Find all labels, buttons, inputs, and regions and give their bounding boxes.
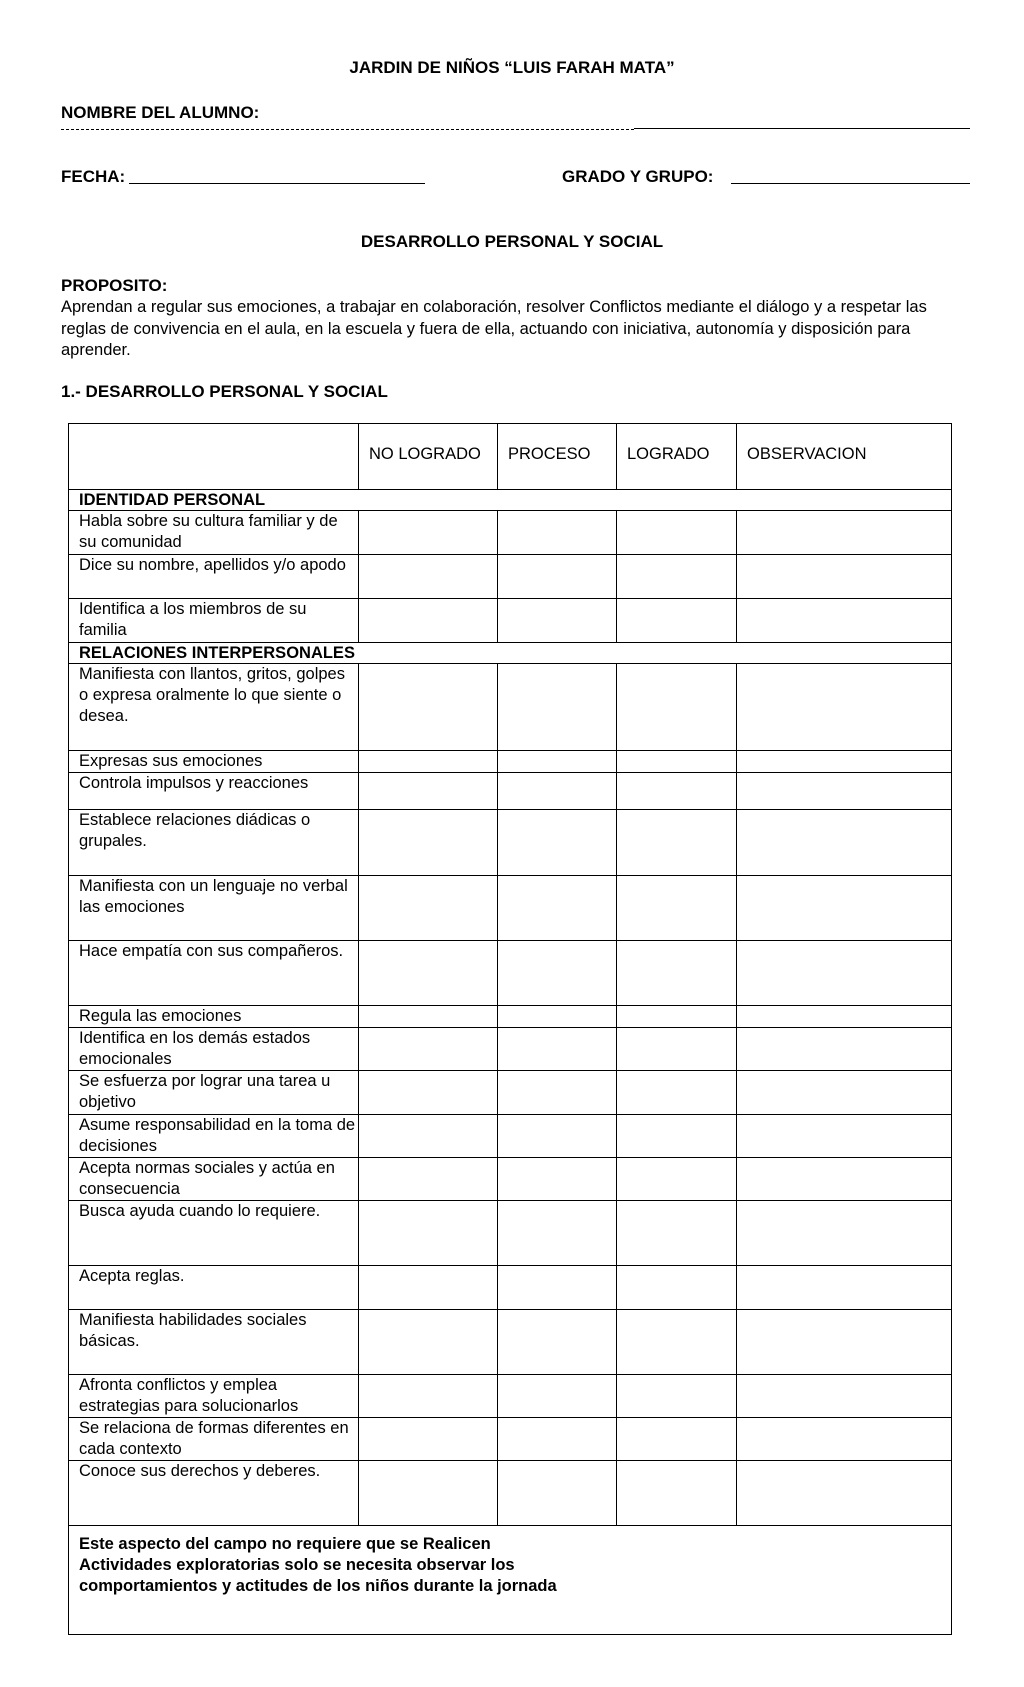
subsection-title: 1.- DESARROLLO PERSONAL Y SOCIAL — [61, 382, 388, 401]
evaluation-table — [68, 423, 952, 1635]
column-header-no-logrado: NO LOGRADO — [359, 424, 498, 490]
proceso-cell[interactable] — [498, 1201, 617, 1266]
observacion-cell[interactable] — [737, 941, 952, 1006]
proceso-cell[interactable] — [498, 1310, 617, 1375]
row-label: Acepta reglas. — [69, 1266, 359, 1310]
observacion-cell[interactable] — [737, 876, 952, 941]
row-label: Habla sobre su cultura familiar y de su comunidad — [69, 511, 359, 555]
no-logrado-cell[interactable] — [359, 1071, 498, 1115]
category-row — [69, 490, 952, 511]
row-label: Se relaciona de formas diferentes en cada contexto — [69, 1418, 359, 1461]
logrado-cell[interactable] — [617, 1158, 737, 1201]
observacion-cell[interactable] — [737, 1310, 952, 1375]
row-label: Establece relaciones diádicas o grupales. — [69, 810, 359, 876]
logrado-cell[interactable] — [617, 773, 737, 810]
proceso-cell[interactable] — [498, 751, 617, 773]
logrado-cell[interactable] — [617, 1266, 737, 1310]
table-row — [69, 941, 952, 1006]
no-logrado-cell[interactable] — [359, 1418, 498, 1461]
student-name-line-dashed — [61, 129, 634, 130]
no-logrado-cell[interactable] — [359, 1115, 498, 1158]
proceso-cell[interactable] — [498, 664, 617, 751]
table-row — [69, 1375, 952, 1418]
no-logrado-cell[interactable] — [359, 941, 498, 1006]
row-label: Se esfuerza por lograr una tarea u objetivo — [69, 1071, 359, 1115]
row-label: Regula las emociones — [69, 1006, 359, 1028]
logrado-cell[interactable] — [617, 876, 737, 941]
logrado-cell[interactable] — [617, 1461, 737, 1526]
proceso-cell[interactable] — [498, 1158, 617, 1201]
logrado-cell[interactable] — [617, 1115, 737, 1158]
logrado-cell[interactable] — [617, 1310, 737, 1375]
student-name-label: NOMBRE DEL ALUMNO: — [61, 103, 260, 122]
table-row — [69, 1115, 952, 1158]
category-relaciones-interpersonales: RELACIONES INTERPERSONALES — [69, 643, 952, 664]
purpose-text: Aprendan a regular sus emociones, a trabajar en colaboración, resolver Conflictos mediante el diálogo y a respetar las reglas de convivencia en el aula, en la escuela y fuera de ella, actuando con iniciativa, autonomía y disposición para aprender. — [61, 298, 927, 359]
logrado-cell[interactable] — [617, 599, 737, 643]
row-label: Controla impulsos y reacciones — [69, 773, 359, 810]
no-logrado-cell[interactable] — [359, 664, 498, 751]
table-row — [69, 810, 952, 876]
row-label: Asume responsabilidad en la toma de decisiones — [69, 1115, 359, 1158]
row-label: Manifiesta con llantos, gritos, golpes o expresa oralmente lo que siente o desea. — [69, 664, 359, 751]
observacion-cell[interactable] — [737, 773, 952, 810]
observacion-cell[interactable] — [737, 1115, 952, 1158]
proceso-cell[interactable] — [498, 599, 617, 643]
no-logrado-cell[interactable] — [359, 1310, 498, 1375]
table-row — [69, 773, 952, 810]
purpose-label: PROPOSITO: — [61, 276, 168, 295]
table-row — [69, 1418, 952, 1461]
observacion-cell[interactable] — [737, 751, 952, 773]
observacion-cell[interactable] — [737, 1201, 952, 1266]
row-label: Hace empatía con sus compañeros. — [69, 941, 359, 1006]
logrado-cell[interactable] — [617, 941, 737, 1006]
category-identidad-personal: IDENTIDAD PERSONAL — [69, 490, 952, 511]
row-label: Dice su nombre, apellidos y/o apodo — [69, 555, 359, 599]
observacion-cell[interactable] — [737, 1418, 952, 1461]
proceso-cell[interactable] — [498, 1028, 617, 1071]
proceso-cell[interactable] — [498, 941, 617, 1006]
note-row — [69, 1526, 952, 1635]
column-header-item — [69, 424, 359, 490]
no-logrado-cell[interactable] — [359, 1158, 498, 1201]
observacion-cell[interactable] — [737, 555, 952, 599]
table-row — [69, 511, 952, 555]
column-header-observacion: OBSERVACION — [737, 424, 952, 490]
proceso-cell[interactable] — [498, 810, 617, 876]
table-row — [69, 1028, 952, 1071]
logrado-cell[interactable] — [617, 1201, 737, 1266]
no-logrado-cell[interactable] — [359, 876, 498, 941]
table-row — [69, 555, 952, 599]
observacion-cell[interactable] — [737, 810, 952, 876]
grade-group-label: GRADO Y GRUPO: — [562, 167, 714, 186]
proceso-cell[interactable] — [498, 1115, 617, 1158]
no-logrado-cell[interactable] — [359, 751, 498, 773]
observacion-cell[interactable] — [737, 511, 952, 555]
logrado-cell[interactable] — [617, 555, 737, 599]
observacion-cell[interactable] — [737, 1375, 952, 1418]
row-label: Expresas sus emociones — [69, 751, 359, 773]
table-row — [69, 599, 952, 643]
category-row — [69, 643, 952, 664]
date-label: FECHA: — [61, 167, 126, 186]
proceso-cell[interactable] — [498, 1266, 617, 1310]
no-logrado-cell[interactable] — [359, 810, 498, 876]
observacion-cell[interactable] — [737, 1158, 952, 1201]
proceso-cell[interactable] — [498, 1461, 617, 1526]
proceso-cell[interactable] — [498, 1071, 617, 1115]
row-label: Manifiesta con un lenguaje no verbal las emociones — [69, 876, 359, 941]
proceso-cell[interactable] — [498, 511, 617, 555]
note-text: Este aspecto del campo no requiere que se Realicen Actividades exploratorias solo se necesita observar los comportamientos y actitudes de los niños durante la jornada — [79, 1535, 557, 1595]
no-logrado-cell[interactable] — [359, 1461, 498, 1526]
no-logrado-cell[interactable] — [359, 1006, 498, 1028]
grade-group-line[interactable] — [731, 183, 970, 184]
no-logrado-cell[interactable] — [359, 1375, 498, 1418]
row-label: Acepta normas sociales y actúa en consecuencia — [69, 1158, 359, 1201]
note-cell — [69, 1526, 952, 1635]
observacion-cell[interactable] — [737, 1461, 952, 1526]
table-row — [69, 1006, 952, 1028]
row-label: Manifiesta habilidades sociales básicas. — [69, 1310, 359, 1375]
proceso-cell[interactable] — [498, 1006, 617, 1028]
table-row — [69, 664, 952, 751]
logrado-cell[interactable] — [617, 1071, 737, 1115]
no-logrado-cell[interactable] — [359, 555, 498, 599]
row-label: Conoce sus derechos y deberes. — [69, 1461, 359, 1526]
logrado-cell[interactable] — [617, 664, 737, 751]
proceso-cell[interactable] — [498, 1375, 617, 1418]
logrado-cell[interactable] — [617, 1375, 737, 1418]
no-logrado-cell[interactable] — [359, 773, 498, 810]
table-row — [69, 1201, 952, 1266]
table-header-row — [69, 424, 952, 490]
row-label: Busca ayuda cuando lo requiere. — [69, 1201, 359, 1266]
proceso-cell[interactable] — [498, 1418, 617, 1461]
table-row — [69, 876, 952, 941]
observacion-cell[interactable] — [737, 1266, 952, 1310]
no-logrado-cell[interactable] — [359, 1028, 498, 1071]
column-header-logrado: LOGRADO — [617, 424, 737, 490]
observacion-cell[interactable] — [737, 1028, 952, 1071]
row-label: Identifica a los miembros de su familia — [69, 599, 359, 643]
logrado-cell[interactable] — [617, 1418, 737, 1461]
observacion-cell[interactable] — [737, 1071, 952, 1115]
proceso-cell[interactable] — [498, 773, 617, 810]
table-row — [69, 1071, 952, 1115]
no-logrado-cell[interactable] — [359, 599, 498, 643]
school-title: JARDIN DE NIÑOS “LUIS FARAH MATA” — [349, 58, 675, 77]
student-name-line[interactable] — [634, 128, 970, 129]
row-label: Afronta conflictos y emplea estrategias para solucionarlos — [69, 1375, 359, 1418]
logrado-cell[interactable] — [617, 1006, 737, 1028]
no-logrado-cell[interactable] — [359, 511, 498, 555]
observacion-cell[interactable] — [737, 599, 952, 643]
table-row — [69, 1158, 952, 1201]
table-row — [69, 1310, 952, 1375]
row-label: Identifica en los demás estados emocionales — [69, 1028, 359, 1071]
logrado-cell[interactable] — [617, 810, 737, 876]
observacion-cell[interactable] — [737, 664, 952, 751]
column-header-proceso: PROCESO — [498, 424, 617, 490]
section-title: DESARROLLO PERSONAL Y SOCIAL — [360, 232, 664, 251]
proceso-cell[interactable] — [498, 555, 617, 599]
table-row — [69, 751, 952, 773]
no-logrado-cell[interactable] — [359, 1266, 498, 1310]
logrado-cell[interactable] — [617, 511, 737, 555]
logrado-cell[interactable] — [617, 751, 737, 773]
proceso-cell[interactable] — [498, 876, 617, 941]
no-logrado-cell[interactable] — [359, 1201, 498, 1266]
table-row — [69, 1266, 952, 1310]
logrado-cell[interactable] — [617, 1028, 737, 1071]
table-row — [69, 1461, 952, 1526]
observacion-cell[interactable] — [737, 1006, 952, 1028]
date-line[interactable] — [129, 183, 425, 184]
